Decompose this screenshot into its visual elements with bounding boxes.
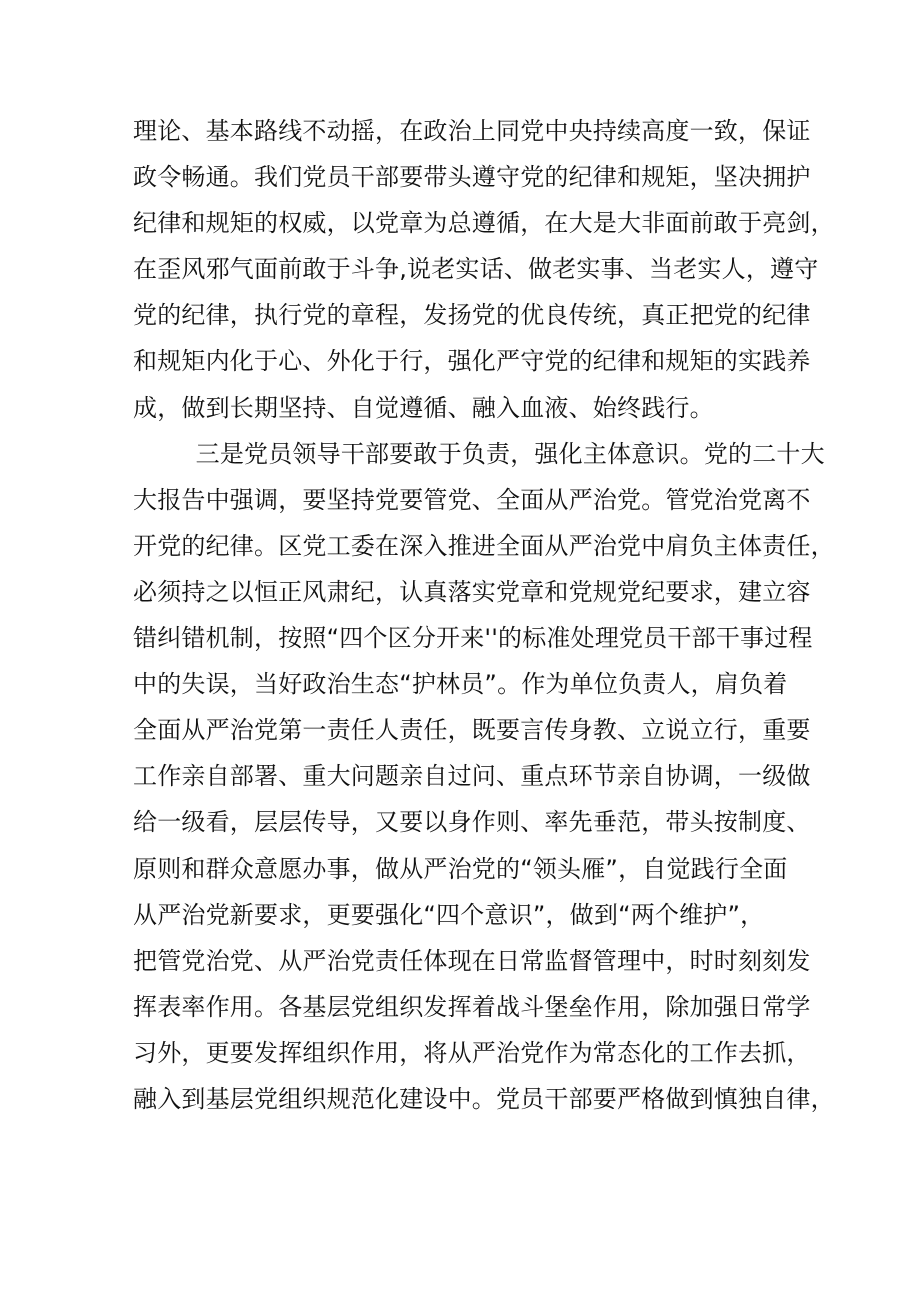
text-line: 必须持之以恒正风肃纪，认真落实党章和党规党纪要求，建立容 <box>133 577 811 606</box>
text-line: 开党的纪律。区党工委在深入推进全面从严治党中肩负主体责任， <box>133 531 835 560</box>
text-line: 和规矩内化于心、外化于行，强化严守党的纪律和规矩的实践养 <box>133 347 811 376</box>
text-line: 纪律和规矩的权威，以党章为总遵循，在大是大非面前敢于亮剑， <box>133 209 835 238</box>
text-line: 全面从严治党第一责任人责任，既要言传身教、立说立行，重要 <box>133 716 811 745</box>
text-line: 习外，更要发挥组织作用，将从严治党作为常态化的工作去抓， <box>133 1038 811 1067</box>
text-line: 错纠错机制，按照“四个区分开来''的标准处理党员干部干事过程 <box>133 624 813 653</box>
text-line: 给一级看，层层传导，又要以身作则、率先垂范，带头按制度、 <box>133 808 811 837</box>
text-line: 理论、基本路线不动摇，在政治上同党中央持续高度一致，保证 <box>133 117 811 145</box>
text-line: 把管党治党、从严治党责任体现在日常监督管理中，时时刻刻发 <box>133 946 811 975</box>
text-line: 政令畅通。我们党员干部要带头遵守党的纪律和规矩，坚决拥护 <box>133 163 811 192</box>
text-line: 融入到基层党组织规范化建设中。党员干部要严格做到慎独自律， <box>133 1084 835 1113</box>
text-line: 原则和群众意愿办事，做从严治党的“领头雁”，自觉践行全面 <box>133 854 788 883</box>
text-line: 工作亲自部署、重大问题亲自过问、重点环节亲自协调，一级做 <box>133 762 811 791</box>
text-line: 大报告中强调，要坚持党要管党、全面从严治党。管党治党离不 <box>133 485 811 514</box>
body-text <box>133 108 835 1122</box>
text-line: 中的失误，当好政治生态“护林员”。作为单位负责人，肩负着 <box>133 670 788 699</box>
text-line: 成，做到长期坚持、自觉遵循、融入血液、始终践行。 <box>133 393 714 422</box>
text-line: 从严治党新要求，更要强化“四个意识”，做到“两个维护”， <box>133 900 765 929</box>
text-line: 三是党员领导干部要敢于负责，强化主体意识。党的二十大 <box>133 439 825 468</box>
text-line: 党的纪律，执行党的章程，发扬党的优良传统，真正把党的纪律 <box>133 301 811 330</box>
text-line: 挥表率作用。各基层党组织发挥着战斗堡垒作用，除加强日常学 <box>133 992 811 1021</box>
text-line: 在歪风邪气面前敢于斗争,说老实话、做老实事、当老实人，遵守 <box>133 255 819 284</box>
